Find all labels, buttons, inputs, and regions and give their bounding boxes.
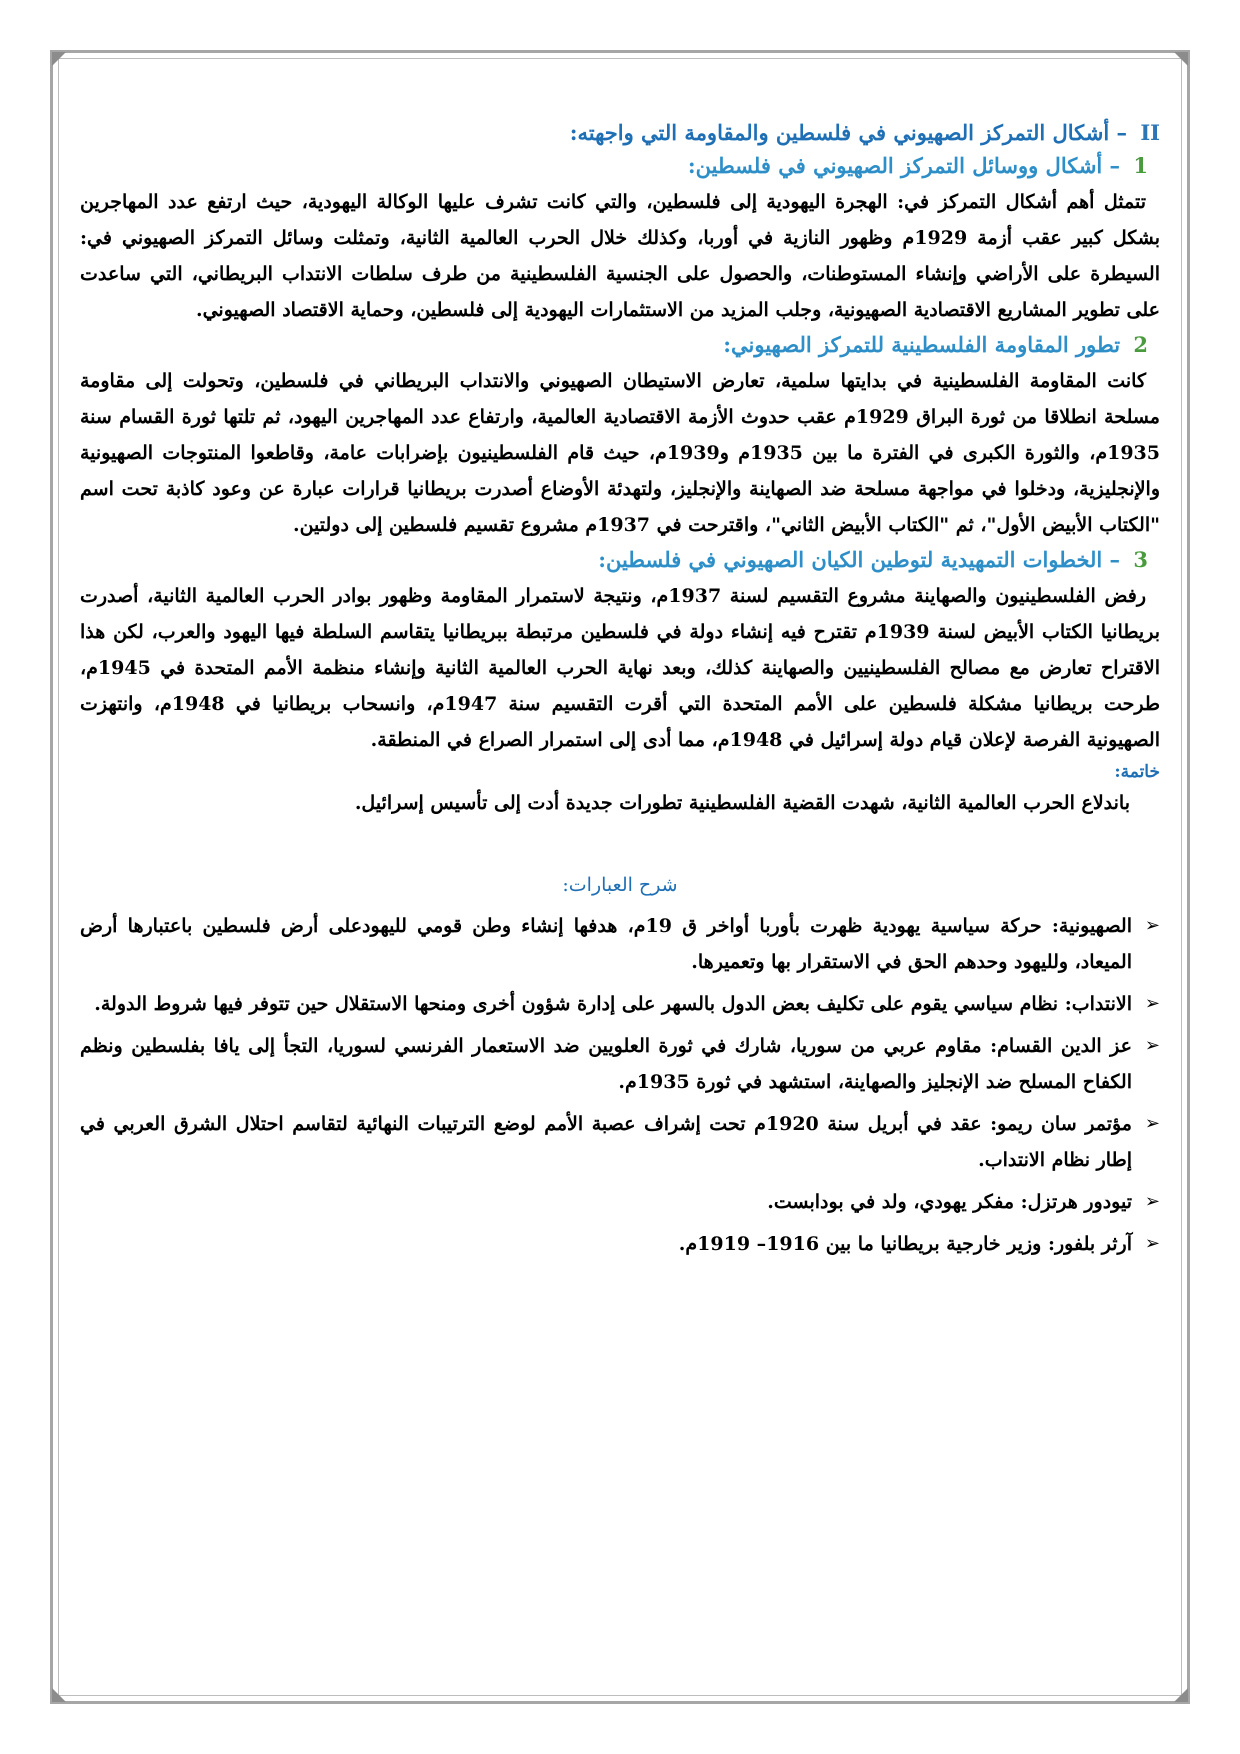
corner-ornament-bottom-left: [52, 1688, 66, 1702]
glossary-item-text: تيودور هرتزل: مفكر يهودي، ولد في بودابست.: [767, 1191, 1132, 1213]
subsection-1-paragraph: تتمثل أهم أشكال التمركز في: الهجرة اليهودية إلى فلسطين، والتي كانت تشرف عليها الوكالة اليهودية، حيث ارتفع عدد المهاجرين بشكل كبير عقب أزمة 1929م وظهور النازية في أوربا، وكذلك خلال الحرب العالمية الثانية، وتمثلت وسائل التمركز الصهيوني في: السيطرة على الأراضي وإنشاء المستوطنات، والحصول على الجنسية الفلسطينية من طرف سلطات الانتداب البريطاني، التي ساعدت على تطوير المشاريع الاقتصادية الصهيونية، وجلب المزيد من الاستثمارات اليهودية إلى فلسطين، وحماية الاقتصاد الصهيوني.: [80, 191, 1160, 321]
conclusion-paragraph: باندلاع الحرب العالمية الثانية، شهدت القضية الفلسطينية تطورات جديدة أدت إلى تأسيس إسرائيل.: [354, 792, 1130, 814]
section-heading: [80, 120, 1160, 145]
subsection-2-number: 2: [1133, 332, 1148, 357]
glossary-item: [80, 1226, 1160, 1262]
subsection-1-heading: [80, 153, 1148, 178]
document-content: [80, 120, 1160, 1268]
subsection-2-heading: [80, 332, 1148, 357]
glossary-item: [80, 986, 1160, 1022]
glossary-item: [80, 1106, 1160, 1178]
glossary-item: [80, 908, 1160, 980]
glossary-item-text: الانتداب: نظام سياسي يقوم على تكليف بعض الدول بالسهر على إدارة شؤون أخرى ومنحها الاستقلال حين تتوفر فيها شروط الدولة.: [94, 993, 1132, 1015]
corner-ornament-top-left: [52, 52, 66, 66]
arrow-bullet-icon: ➢: [1144, 1035, 1160, 1056]
subsection-3-paragraph: رفض الفلسطينيون والصهاينة مشروع التقسيم لسنة 1937م، ونتيجة لاستمرار المقاومة وظهور بوادر الحرب العالمية الثانية، أصدرت بريطانيا الكتاب الأبيض لسنة 1939م تقترح فيه إنشاء دولة في فلسطين مرتبطة ببريطانيا يتقاسم السلطة فيها اليهود والعرب، لكن هذا الاقتراح تعارض مع مصالح الفلسطينيين والصهاينة كذلك، وبعد نهاية الحرب العالمية الثانية وإنشاء منظمة الأمم المتحدة في 1945م، طرحت بريطانيا مشكلة فلسطين على الأمم المتحدة التي أقرت التقسيم سنة 1947م، وانسحاب بريطانيا في 1948م، وانتهزت الصهيونية الفرصة لإعلان قيام دولة إسرائيل في 1948م، مما أدى إلى استمرار الصراع في المنطقة.: [80, 585, 1160, 751]
corner-ornament-top-right: [1174, 52, 1188, 66]
glossary-item: [80, 1184, 1160, 1220]
section-title: – أشكال التمركز الصهيوني في فلسطين والمقاومة التي واجهته:: [569, 120, 1128, 145]
glossary-title: شرح العبارات:: [562, 874, 678, 896]
conclusion-title: خاتمة:: [1114, 762, 1160, 782]
glossary-item-text: عز الدين القسام: مقاوم عربي من سوريا، شارك في ثورة العلويين ضد الاستعمار الفرنسي لسوريا، التجأ إلى يافا بفلسطين ونظم الكفاح المسلح ضد الإنجليز والصهاينة، استشهد في ثورة 1935م.: [80, 1035, 1132, 1093]
subsection-3-number: 3: [1133, 547, 1148, 572]
arrow-bullet-icon: ➢: [1144, 1233, 1160, 1254]
glossary-list: [80, 908, 1160, 1262]
subsection-2-title: تطور المقاومة الفلسطينية للتمركز الصهيوني:: [723, 332, 1121, 357]
subsection-3-title: – الخطوات التمهيدية لتوطين الكيان الصهيوني في فلسطين:: [598, 547, 1121, 572]
subsection-1-title: – أشكال ووسائل التمركز الصهيوني في فلسطين:: [687, 153, 1121, 178]
section-roman-numeral: II: [1140, 120, 1160, 145]
corner-ornament-bottom-right: [1174, 1688, 1188, 1702]
arrow-bullet-icon: ➢: [1144, 1191, 1160, 1212]
subsection-3-heading: [80, 547, 1148, 572]
arrow-bullet-icon: ➢: [1144, 1113, 1160, 1134]
glossary-item: [80, 1028, 1160, 1100]
glossary-item-text: آرثر بلفور: وزير خارجية بريطانيا ما بين 1916– 1919م.: [678, 1233, 1132, 1255]
arrow-bullet-icon: ➢: [1144, 915, 1160, 936]
glossary-item-text: الصهيونية: حركة سياسية يهودية ظهرت بأوربا أواخر ق 19م، هدفها إنشاء وطن قومي لليهودعلى أرض فلسطين باعتبارها أرض الميعاد، ولليهود وحدهم الحق في الاستقرار بها وتعميرها.: [80, 915, 1132, 973]
subsection-2-paragraph: كانت المقاومة الفلسطينية في بدايتها سلمية، تعارض الاستيطان الصهيوني والانتداب البريطاني في فلسطين، وتحولت إلى مقاومة مسلحة انطلاقا من ثورة البراق 1929م عقب حدوث الأزمة الاقتصادية العالمية، وارتفاع عدد المهاجرين اليهود، ثم تلتها ثورة القسام سنة 1935م، والثورة الكبرى في الفترة ما بين 1935م و1939م، حيث قام الفلسطينيون بإضرابات عامة، وقاطعوا المنتوجات الصهيونية والإنجليزية، ودخلوا في مواجهة مسلحة ضد الصهاينة والإنجليز، ولتهدئة الأوضاع أصدرت بريطانيا قرارات عبارة عن وعود كاذبة تحت اسم "الكتاب الأبيض الأول"، ثم "الكتاب الأبيض الثاني"، واقترحت في 1937م مشروع تقسيم فلسطين إلى دولتين.: [80, 370, 1160, 536]
glossary-item-text: مؤتمر سان ريمو: عقد في أبريل سنة 1920م تحت إشراف عصبة الأمم لوضع الترتيبات النهائية لتقاسم احتلال الشرق العربي في إطار نظام الانتداب.: [80, 1113, 1132, 1171]
subsection-1-number: 1: [1133, 153, 1148, 178]
arrow-bullet-icon: ➢: [1144, 993, 1160, 1014]
